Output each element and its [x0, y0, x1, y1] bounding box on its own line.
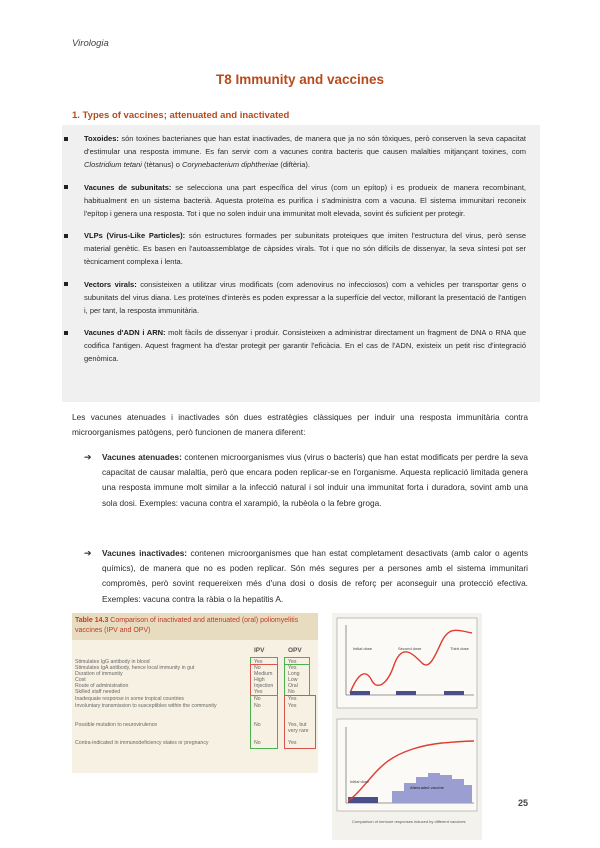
immune-response-charts-image	[332, 613, 482, 840]
table-cell-opv: Yes, but very rare	[288, 722, 309, 734]
bullet-square-icon	[64, 234, 68, 238]
table-row-label: Cost	[75, 677, 86, 683]
definition: contenen microorganismes vius (virus o bacteris) que han estat modificats per perdre la seva capacitat de causar malaltia, però que encara poden replicar-se en l'organisme. Aquesta replicació limitada genera una resposta immune molt similar a la infecció natural i sol induir una immunitat forta i duradora, sovint amb una sola dosi. Exemples: vacuna contra el xarampió, la rubèola o la febre groga.	[102, 452, 529, 508]
table-cell-opv: Yes	[288, 659, 297, 665]
bottom-chart-dose-label: Initial dose	[350, 779, 370, 784]
term: Vectors virals:	[84, 279, 137, 289]
page-title: T8 Immunity and vaccines	[215, 72, 385, 87]
table-cell-opv: Oral	[288, 683, 298, 689]
top-chart-dose-bar	[350, 691, 370, 695]
table-cell-opv: Long	[288, 671, 300, 677]
section-heading: 1. Types of vaccines; attenuated and inactivated	[72, 110, 290, 121]
top-chart-dose-bar	[396, 691, 416, 695]
table-row-label: Duration of immunity	[75, 671, 123, 677]
list-item-viral-vectors	[84, 278, 526, 317]
table-cell-opv: Yes	[288, 665, 297, 671]
page-number: 25	[517, 798, 528, 808]
list-item-toxoids	[84, 132, 526, 171]
highlight-green-opv	[284, 664, 310, 696]
table-row-label: Stimulates IgA antibody, hence local immunity in gut	[75, 665, 195, 671]
table-row-label: Stimulates IgG antibody in blood	[75, 659, 150, 665]
bullet-square-icon	[64, 282, 68, 286]
table-caption-text: Comparison of inactivated and attenuated (oral) poliomyelitis vaccines (IPV and OPV)	[75, 617, 299, 634]
definition: són estructures formades per subunitats proteiques que imiten l'estructura del virus, però sense material genètic. Es basen en l'autoassemblatge de càpsides virals. Tot i que no són difícils de dissenyar, la seva síntesi pot ser tècnicament complexa i lenta.	[84, 231, 526, 266]
top-chart-label: Third dose	[450, 646, 469, 651]
definition: consisteixen a utilitzar virus modificats (com adenovirus no infecciosos) com a vehicles per transportar gens o subunitats del virus diana. Les proteïnes d'interès es poden expressar a la superfície del vector, millorant la presentació de l'antigen i, per tant, la resposta immunitària.	[84, 279, 526, 315]
species-name: Clostridium tetani	[84, 160, 142, 169]
highlight-red-opv-bottom	[284, 695, 316, 749]
definition-cont: (diftèria).	[278, 160, 310, 169]
table-cell-opv: Yes	[288, 740, 297, 746]
term: Vacunes de subunitats:	[84, 182, 172, 192]
table-number: Table 14.3	[75, 617, 109, 624]
intro-paragraph: Les vacunes atenuades i inactivades són dues estratègies clàssiques per induir una resposta immunitària contra microorganismes patògens, però funcionen de manera diferent:	[72, 412, 528, 437]
bottom-chart-label: Attenuated vaccine	[410, 785, 445, 790]
bullet-square-icon	[64, 331, 68, 335]
arrow-right-icon: ➔	[84, 452, 92, 462]
table-cell-ipv: Yes	[254, 659, 263, 665]
list-item-dna-rna	[84, 326, 526, 365]
table-cell-ipv: High	[254, 677, 265, 683]
polio-vaccine-table-image	[72, 613, 318, 773]
highlight-green-ipv-bottom	[250, 695, 278, 749]
arrow-item-attenuated	[84, 450, 529, 511]
table-cell-ipv: Injection	[254, 683, 274, 689]
top-chart-dose-bar	[444, 691, 464, 695]
table-row-label: Possible mutation to neurovirulence	[75, 722, 158, 728]
term: Vacunes atenuades:	[102, 452, 182, 462]
bullet-square-icon	[64, 185, 68, 189]
table-cell-ipv: No	[254, 696, 261, 702]
definition: molt fàcils de dissenyar i produir. Consisteixen a administrar directament un fragment de DNA o RNA que codifica l'antigen. Aquest fragment ha d'estar protegit per garantir l'eficàcia. En el cas de l'ADN, existeix un petit risc d'integració genòmica.	[84, 328, 526, 363]
table-cell-ipv: No	[254, 722, 261, 728]
table-caption	[75, 616, 315, 635]
definition-cont: (tètanus) o	[141, 160, 182, 169]
species-name: Corynebacterium diphtheriae	[181, 160, 279, 169]
table-cell-ipv: No	[254, 703, 261, 709]
arrow-right-icon: ➔	[84, 548, 92, 558]
list-item-subunit	[84, 181, 526, 220]
table-row-label: Involuntary transmission to susceptibles within the community	[75, 703, 217, 709]
col-header-ipv: IPV	[254, 647, 265, 654]
table-cell-opv: Low	[288, 677, 298, 683]
top-chart-label: Second dose	[398, 646, 422, 651]
col-header-opv: OPV	[288, 647, 302, 654]
term: Vacunes inactivades:	[102, 548, 188, 558]
table-row-label: Inadequate response in some tropical countries	[75, 696, 185, 702]
charts-caption: Comparison of immune responses induced by different vaccines	[352, 819, 466, 824]
table-cell-ipv: Medium	[254, 671, 273, 677]
bullet-square-icon	[64, 137, 68, 141]
highlight-red-ipv	[250, 664, 278, 696]
top-chart-label: Initial dose	[353, 646, 373, 651]
term: VLPs (Virus-Like Particles):	[84, 231, 186, 240]
immune-response-charts-svg	[332, 613, 482, 840]
term: Vacunes d'ADN i ARN:	[84, 328, 166, 337]
definition: se selecciona una part específica del virus (com un epítop) i es produeix de manera recombinant, habitualment en un sistema bacterià. Aquesta proteïna es purifica i s'administra com a vacuna. El sistema immunitari reconeix l'epítop i genera una resposta. Tot i que no solen induir una immunitat molt elevada, sovint és suficient per protegir.	[84, 182, 526, 218]
table-cell-opv: No	[288, 689, 295, 695]
table-cell-ipv: No	[254, 740, 261, 746]
table-cell-opv: Yes	[288, 703, 297, 709]
table-cell-ipv: No	[254, 665, 261, 671]
table-row-label: Contra-indicated in immunodeficiency states or pregnancy	[75, 740, 209, 746]
definition: contenen microorganismes que han estat completament desactivats (amb calor o agents químics), de manera que no es poden replicar. Són més segures per a persones amb el sistema immunitari compromès, però sovint requereixen més d'una dosi o dosis de reforç per aconseguir una protecció efectiva. Exemples: vacuna contra la ràbia o la hepatitis A.	[102, 548, 528, 604]
term: Toxoides:	[84, 134, 119, 143]
table-row-label: Route of administration	[75, 683, 129, 689]
arrow-item-inactivated	[84, 546, 528, 607]
running-header: Virologia	[72, 38, 109, 49]
list-item-vlp	[84, 229, 526, 268]
table-row-label: Skilled staff needed	[75, 689, 121, 695]
table-cell-opv: Yes	[288, 696, 297, 702]
definition: són toxines bacterianes que han estat inactivades, de manera que ja no són tòxiques, però conserven la seva capacitat d'estimular una resposta immune. Es fan servir com a vacunes contra bacteris que causen malalties mitjançant toxines, com	[84, 134, 526, 156]
vaccine-types-list	[84, 132, 526, 375]
table-cell-ipv: Yes	[254, 689, 263, 695]
